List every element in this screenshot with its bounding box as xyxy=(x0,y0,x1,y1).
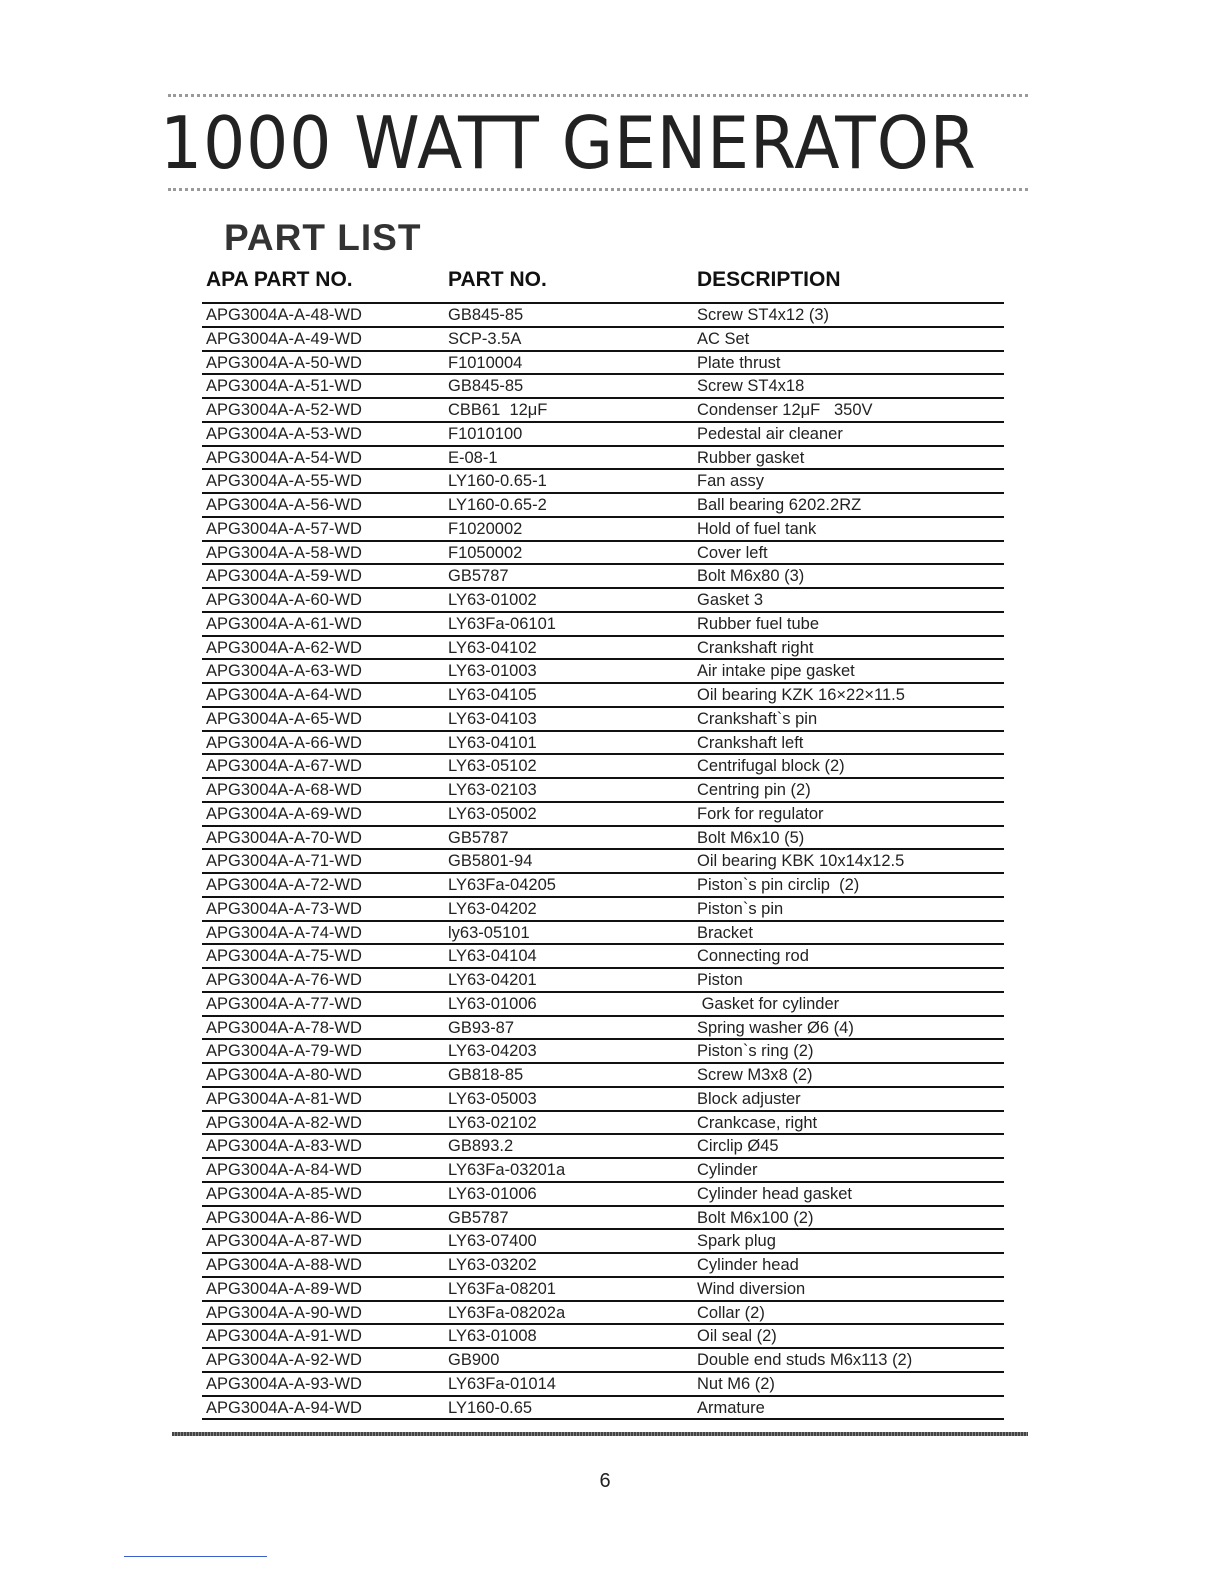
table-row xyxy=(202,375,1004,399)
table-row xyxy=(202,589,1004,613)
table-row xyxy=(202,1278,1004,1302)
apa-part-no-cell: APG3004A-A-56-WD xyxy=(206,496,362,514)
description-cell: Block adjuster xyxy=(697,1089,801,1108)
part-no-cell: LY63-05102 xyxy=(448,757,537,776)
description-cell: Rubber fuel tube xyxy=(697,614,820,633)
apa-part-no-cell: APG3004A-A-75-WD xyxy=(206,947,362,966)
title-dotted-rule xyxy=(168,188,1028,191)
table-row xyxy=(202,637,1004,661)
part-no-cell: GB818-85 xyxy=(448,1066,524,1084)
description-cell: Spring washer Ø6 (4) xyxy=(697,1018,854,1037)
table-row xyxy=(202,732,1004,756)
description-cell: Gasket 3 xyxy=(697,591,764,609)
description-cell: Condenser 12μF 350V xyxy=(697,401,873,419)
description-cell: AC Set xyxy=(697,329,750,348)
table-row xyxy=(202,945,1004,969)
column-header-apa-part-no: APA PART NO. xyxy=(206,268,353,291)
apa-part-no-cell: APG3004A-A-82-WD xyxy=(206,1113,362,1132)
description-cell: Fork for regulator xyxy=(697,804,824,823)
table-row xyxy=(202,1064,1004,1088)
description-cell: Ball bearing 6202.2RZ xyxy=(697,496,862,514)
part-no-cell: LY63-01003 xyxy=(448,662,537,681)
description-cell: Collar (2) xyxy=(697,1303,765,1322)
apa-part-no-cell: APG3004A-A-73-WD xyxy=(206,899,362,918)
table-row xyxy=(202,874,1004,898)
table-row xyxy=(202,660,1004,684)
apa-part-no-cell: APG3004A-A-62-WD xyxy=(206,638,362,657)
table-row xyxy=(202,779,1004,803)
table-row xyxy=(202,304,1004,328)
table-row xyxy=(202,1040,1004,1064)
table-row xyxy=(202,850,1004,874)
part-no-cell: GB5787 xyxy=(448,828,509,847)
table-row xyxy=(202,1349,1004,1373)
table-row xyxy=(202,565,1004,589)
part-no-cell: LY160-0.65 xyxy=(448,1398,533,1417)
table-row xyxy=(202,898,1004,922)
footer-line xyxy=(124,1556,267,1557)
part-no-cell: LY63-01008 xyxy=(448,1327,537,1346)
description-cell: Bracket xyxy=(697,923,753,942)
part-no-cell: ly63-05101 xyxy=(448,923,530,942)
part-no-cell: GB845-85 xyxy=(448,306,524,324)
part-no-cell: LY63Fa-01014 xyxy=(448,1374,556,1393)
apa-part-no-cell: APG3004A-A-84-WD xyxy=(206,1161,362,1179)
description-cell: Oil bearing KBK 10x14x12.5 xyxy=(697,852,905,871)
description-cell: Pedestal air cleaner xyxy=(697,424,843,443)
description-cell: Cylinder head gasket xyxy=(697,1184,853,1203)
part-no-cell: LY63-04202 xyxy=(448,899,537,918)
part-no-cell: F1010100 xyxy=(448,424,523,443)
description-cell: Cylinder head xyxy=(697,1256,799,1274)
table-row xyxy=(202,1373,1004,1397)
description-cell: Crankshaft left xyxy=(697,733,804,752)
column-header-part-no: PART NO. xyxy=(448,268,547,291)
apa-part-no-cell: APG3004A-A-63-WD xyxy=(206,662,362,681)
apa-part-no-cell: APG3004A-A-66-WD xyxy=(206,733,362,752)
description-cell: Centring pin (2) xyxy=(697,781,811,799)
apa-part-no-cell: APG3004A-A-89-WD xyxy=(206,1279,362,1298)
description-cell: Piston`s ring (2) xyxy=(697,1042,814,1061)
description-cell: Crankshaft`s pin xyxy=(697,709,818,728)
apa-part-no-cell: APG3004A-A-80-WD xyxy=(206,1066,362,1084)
part-no-cell: SCP-3.5A xyxy=(448,329,522,348)
apa-part-no-cell: APG3004A-A-67-WD xyxy=(206,757,362,776)
apa-part-no-cell: APG3004A-A-76-WD xyxy=(206,971,362,989)
description-cell: Crankcase, right xyxy=(697,1113,818,1132)
apa-part-no-cell: APG3004A-A-85-WD xyxy=(206,1184,362,1203)
description-cell: Oil bearing KZK 16×22×11.5 xyxy=(697,686,905,704)
apa-part-no-cell: APG3004A-A-88-WD xyxy=(206,1256,362,1274)
apa-part-no-cell: APG3004A-A-72-WD xyxy=(206,876,362,894)
table-row xyxy=(202,1254,1004,1278)
description-cell: Fan assy xyxy=(697,472,764,491)
part-no-cell: LY63-04101 xyxy=(448,733,537,752)
part-no-cell: LY63-04203 xyxy=(448,1042,537,1061)
apa-part-no-cell: APG3004A-A-94-WD xyxy=(206,1398,362,1417)
part-no-cell: LY63-02102 xyxy=(448,1113,537,1132)
part-no-cell: GB900 xyxy=(448,1351,500,1369)
apa-part-no-cell: APG3004A-A-68-WD xyxy=(206,781,362,799)
part-no-cell: LY63-05003 xyxy=(448,1089,537,1108)
apa-part-no-cell: APG3004A-A-91-WD xyxy=(206,1327,362,1346)
description-cell: Gasket for cylinder xyxy=(697,994,840,1013)
apa-part-no-cell: APG3004A-A-74-WD xyxy=(206,923,362,942)
description-cell: Centrifugal block (2) xyxy=(697,757,845,776)
table-row xyxy=(202,1135,1004,1159)
table-row xyxy=(202,969,1004,993)
description-cell: Circlip Ø45 xyxy=(697,1137,779,1156)
apa-part-no-cell: APG3004A-A-81-WD xyxy=(206,1089,362,1108)
table-row xyxy=(202,1112,1004,1136)
table-row xyxy=(202,803,1004,827)
apa-part-no-cell: APG3004A-A-50-WD xyxy=(206,353,362,372)
apa-part-no-cell: APG3004A-A-57-WD xyxy=(206,519,362,538)
part-no-cell: GB5787 xyxy=(448,1208,509,1227)
description-cell: Bolt M6x100 (2) xyxy=(697,1208,814,1227)
table-row xyxy=(202,1302,1004,1326)
apa-part-no-cell: APG3004A-A-52-WD xyxy=(206,401,362,419)
part-no-cell: CBB61 12μF xyxy=(448,401,548,419)
apa-part-no-cell: APG3004A-A-83-WD xyxy=(206,1137,362,1156)
description-cell: Spark plug xyxy=(697,1232,776,1251)
apa-part-no-cell: APG3004A-A-86-WD xyxy=(206,1208,362,1227)
table-row xyxy=(202,1088,1004,1112)
part-no-cell: GB5787 xyxy=(448,567,509,586)
table-row xyxy=(202,518,1004,542)
description-cell: Screw ST4x12 (3) xyxy=(697,306,830,324)
apa-part-no-cell: APG3004A-A-65-WD xyxy=(206,709,362,728)
table-row xyxy=(202,993,1004,1017)
description-cell: Nut M6 (2) xyxy=(697,1374,775,1393)
description-cell: Piston xyxy=(697,971,743,989)
apa-part-no-cell: APG3004A-A-87-WD xyxy=(206,1232,362,1251)
apa-part-no-cell: APG3004A-A-59-WD xyxy=(206,567,362,586)
part-no-cell: F1020002 xyxy=(448,519,523,538)
part-no-cell: E-08-1 xyxy=(448,448,498,467)
table-row xyxy=(202,470,1004,494)
part-no-cell: LY63-02103 xyxy=(448,781,537,799)
table-row xyxy=(202,1159,1004,1183)
apa-part-no-cell: APG3004A-A-58-WD xyxy=(206,543,362,562)
column-header-description: DESCRIPTION xyxy=(697,268,841,291)
table-row xyxy=(202,542,1004,566)
part-no-cell: LY63-04104 xyxy=(448,947,537,966)
part-no-cell: LY63Fa-08201 xyxy=(448,1279,556,1298)
description-cell: Air intake pipe gasket xyxy=(697,662,855,681)
parts-table xyxy=(202,302,1004,1420)
part-no-cell: LY63-03202 xyxy=(448,1256,537,1274)
table-row xyxy=(202,447,1004,471)
description-cell: Piston`s pin circlip (2) xyxy=(697,876,860,894)
part-no-cell: LY63-01002 xyxy=(448,591,537,609)
part-no-cell: GB845-85 xyxy=(448,377,524,396)
apa-part-no-cell: APG3004A-A-69-WD xyxy=(206,804,362,823)
table-row xyxy=(202,352,1004,376)
apa-part-no-cell: APG3004A-A-60-WD xyxy=(206,591,362,609)
description-cell: Armature xyxy=(697,1398,765,1417)
bottom-rule xyxy=(172,1432,1028,1436)
description-cell: Bolt M6x80 (3) xyxy=(697,567,805,586)
description-cell: Oil seal (2) xyxy=(697,1327,777,1346)
table-row xyxy=(202,423,1004,447)
page-number: 6 xyxy=(599,1470,611,1492)
apa-part-no-cell: APG3004A-A-70-WD xyxy=(206,828,362,847)
part-no-cell: LY63-01006 xyxy=(448,994,537,1013)
description-cell: Wind diversion xyxy=(697,1279,806,1298)
description-cell: Screw M3x8 (2) xyxy=(697,1066,813,1084)
apa-part-no-cell: APG3004A-A-64-WD xyxy=(206,686,362,704)
part-no-cell: LY63Fa-06101 xyxy=(448,614,556,633)
description-cell: Double end studs M6x113 (2) xyxy=(697,1351,913,1369)
apa-part-no-cell: APG3004A-A-79-WD xyxy=(206,1042,362,1061)
apa-part-no-cell: APG3004A-A-77-WD xyxy=(206,994,362,1013)
part-no-cell: GB93-87 xyxy=(448,1018,515,1037)
table-row xyxy=(202,613,1004,637)
description-cell: Screw ST4x18 xyxy=(697,377,805,396)
table-row xyxy=(202,328,1004,352)
table-row xyxy=(202,1207,1004,1231)
part-no-cell: LY63-04102 xyxy=(448,638,537,657)
part-no-cell: LY160-0.65-1 xyxy=(448,472,547,491)
part-no-cell: F1010004 xyxy=(448,353,523,372)
section-title: PART LIST xyxy=(224,217,422,258)
part-no-cell: LY63Fa-04205 xyxy=(448,876,556,894)
table-row xyxy=(202,1230,1004,1254)
apa-part-no-cell: APG3004A-A-90-WD xyxy=(206,1303,362,1322)
description-cell: Crankshaft right xyxy=(697,638,814,657)
description-cell: Connecting rod xyxy=(697,947,809,966)
description-cell: Bolt M6x10 (5) xyxy=(697,828,805,847)
part-no-cell: GB5801-94 xyxy=(448,852,533,871)
part-no-cell: LY160-0.65-2 xyxy=(448,496,547,514)
table-row xyxy=(202,827,1004,851)
document-title: 1000 WATT GENERATOR xyxy=(160,101,977,185)
table-row xyxy=(202,1017,1004,1041)
part-no-cell: LY63-01006 xyxy=(448,1184,537,1203)
description-cell: Piston`s pin xyxy=(697,899,784,918)
apa-part-no-cell: APG3004A-A-49-WD xyxy=(206,329,362,348)
table-row xyxy=(202,922,1004,946)
apa-part-no-cell: APG3004A-A-54-WD xyxy=(206,448,362,467)
description-cell: Plate thrust xyxy=(697,353,781,372)
table-row xyxy=(202,1325,1004,1349)
apa-part-no-cell: APG3004A-A-48-WD xyxy=(206,306,362,324)
apa-part-no-cell: APG3004A-A-61-WD xyxy=(206,614,362,633)
part-no-cell: LY63-04103 xyxy=(448,709,537,728)
part-no-cell: LY63-07400 xyxy=(448,1232,537,1251)
description-cell: Cover left xyxy=(697,543,768,562)
apa-part-no-cell: APG3004A-A-93-WD xyxy=(206,1374,362,1393)
part-no-cell: GB893.2 xyxy=(448,1137,514,1156)
table-row xyxy=(202,1397,1004,1421)
part-no-cell: LY63-04201 xyxy=(448,971,537,989)
part-no-cell: LY63-05002 xyxy=(448,804,537,823)
apa-part-no-cell: APG3004A-A-78-WD xyxy=(206,1018,362,1037)
table-row xyxy=(202,494,1004,518)
part-no-cell: LY63Fa-08202a xyxy=(448,1303,566,1322)
table-column-headers xyxy=(206,266,1006,296)
table-row xyxy=(202,1183,1004,1207)
part-no-cell: F1050002 xyxy=(448,543,523,562)
table-row xyxy=(202,708,1004,732)
description-cell: Hold of fuel tank xyxy=(697,519,817,538)
apa-part-no-cell: APG3004A-A-55-WD xyxy=(206,472,362,491)
apa-part-no-cell: APG3004A-A-92-WD xyxy=(206,1351,362,1369)
apa-part-no-cell: APG3004A-A-51-WD xyxy=(206,377,362,396)
apa-part-no-cell: APG3004A-A-71-WD xyxy=(206,852,362,871)
part-no-cell: LY63Fa-03201a xyxy=(448,1161,566,1179)
table-row xyxy=(202,399,1004,423)
description-cell: Cylinder xyxy=(697,1161,758,1179)
table-row xyxy=(202,684,1004,708)
apa-part-no-cell: APG3004A-A-53-WD xyxy=(206,424,362,443)
table-row xyxy=(202,755,1004,779)
top-dotted-rule xyxy=(168,94,1028,97)
description-cell: Rubber gasket xyxy=(697,448,805,467)
part-no-cell: LY63-04105 xyxy=(448,686,537,704)
